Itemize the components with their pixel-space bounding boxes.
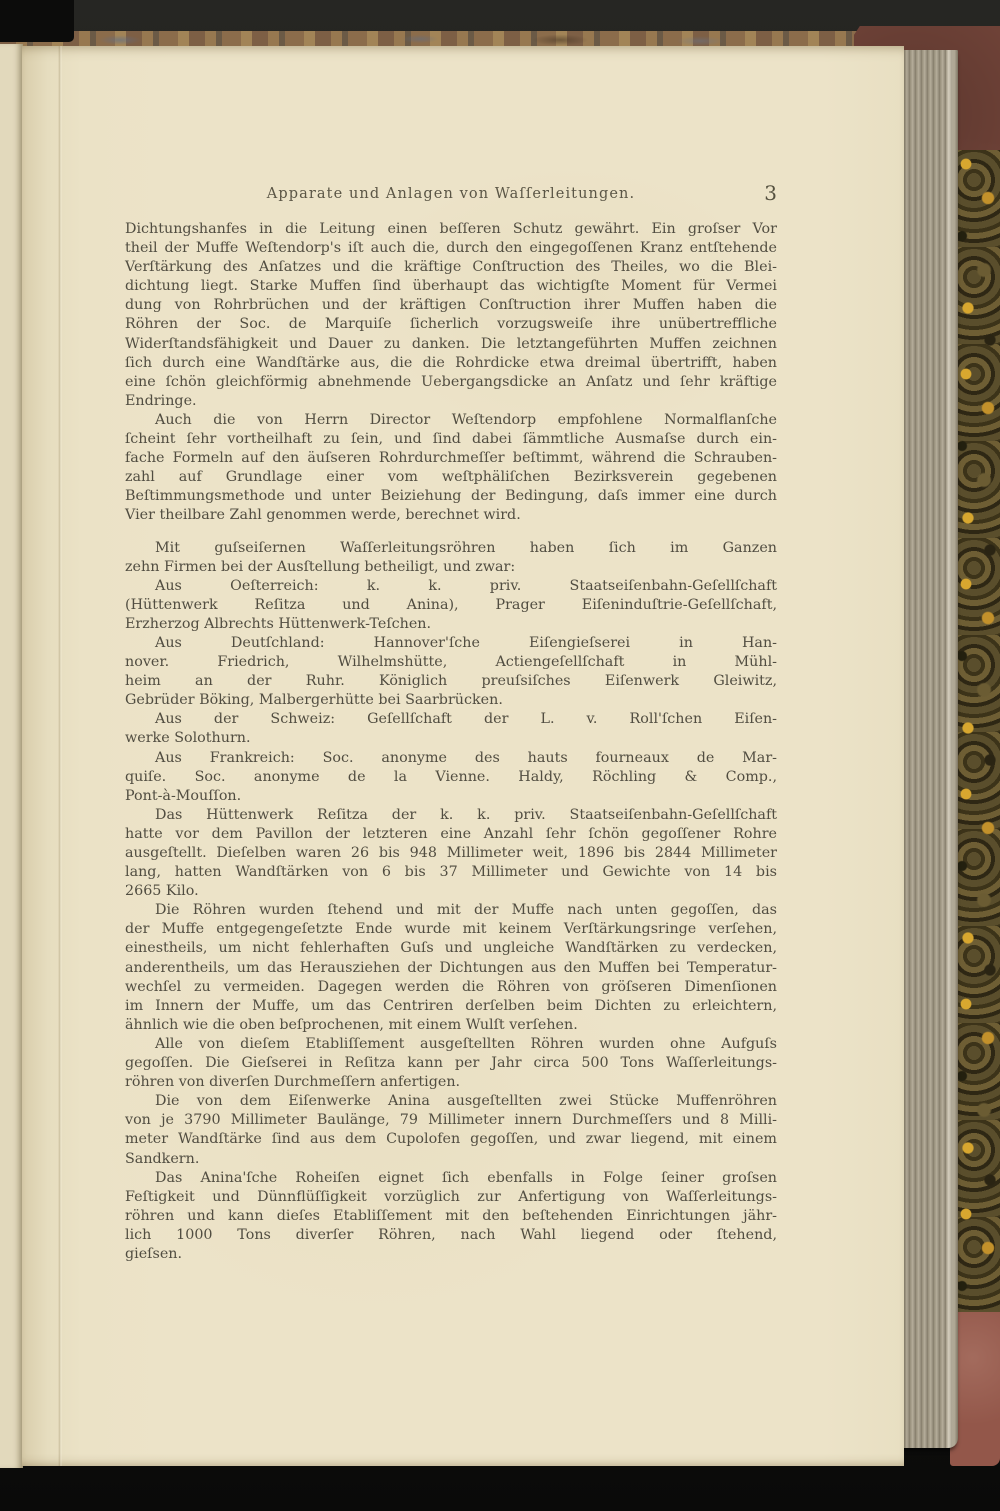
text-line: im Innern der Muffe, um das Centriren derſelben beim Dichten zu erleichtern,	[125, 997, 777, 1014]
text-line: Endringe.	[125, 392, 197, 409]
text-line: Widerſtandsfähigkeit und Dauer zu danken. Die letztangeführten Muffen zeichnen	[125, 335, 777, 352]
text-line: theil der Muffe Weſtendorp's iſt auch die, durch den eingegoſſenen Kranz entſtehende	[125, 240, 777, 257]
text-line: einestheils, um nicht fehlerhaften Guſs und ungleiche Wandſtärken zu verdecken,	[125, 940, 777, 957]
text-line: ſcheint ſehr vortheilhaft zu ſein, und ſind dabei ſämmtliche Ausmaſse durch ein-	[125, 431, 777, 448]
text-line: (Hüttenwerk Reſitza und Anina), Prager Eiſeninduſtrie-Geſellſchaft,	[125, 596, 777, 613]
paragraph	[125, 539, 777, 577]
text-line: wechſel zu vermeiden. Dagegen werden die Röhren von gröſseren Dimenſionen	[125, 978, 777, 995]
text-line: hatte vor dem Pavillon der letzteren eine Anzahl ſehr ſchön gegoſſener Rohre	[125, 825, 777, 842]
text-line: zehn Firmen bei der Ausſtellung betheiligt, und zwar:	[125, 558, 516, 575]
page-number: 3	[764, 181, 777, 205]
text-line: zahl auf Grundlage einer vom weſtphäliſchen Bezirksverein gegebenen	[125, 469, 777, 486]
text-line: ähnlich wie die oben beſprochenen, mit einem Wulſt verſehen.	[125, 1016, 578, 1033]
text-line: Alle von dieſem Etabliſſement ausgeſtellten Röhren wurden ohne Aufguſs	[155, 1035, 777, 1052]
text-line: gegoſſen. Die Gieſserei in Reſitza kann per Jahr circa 500 Tons Waſſerleitungs-	[125, 1055, 777, 1072]
page-body-text	[125, 220, 777, 1264]
text-line: der Muffe entgegengeſetzte Ende wurde mit keinem Verſtärkungsringe verſehen,	[125, 921, 777, 938]
text-line: Dichtungshanfes in die Leitung einen beſſeren Schutz gewährt. Ein groſser Vor	[125, 221, 777, 237]
text-line: Mit guſseiſernen Waſſerleitungsröhren haben ſich im Ganzen	[155, 539, 777, 556]
text-line: fache Formeln auf den äuſseren Rohrdurchmeſſer beſtimmt, während die Schrauben-	[125, 450, 777, 467]
underlying-page-edge-left	[0, 44, 23, 1468]
text-line: ſich durch eine Wandſtärke aus, die die Rohrdicke etwa dreimal übertrifft, haben	[125, 354, 777, 371]
text-line: ausgeſtellt. Dieſelben waren 26 bis 948 Millimeter weit, 1896 bis 2844 Millimeter	[125, 845, 777, 861]
paragraph	[125, 749, 777, 806]
text-line: von je 3790 Millimeter Baulänge, 79 Millimeter innern Durchmeſſers und 8 Milli-	[125, 1112, 777, 1129]
text-line: röhren von diverſen Durchmeſſern anfertigen.	[125, 1074, 461, 1091]
text-line: Gebrüder Böking, Malbergerhütte bei Saarbrücken.	[125, 692, 503, 709]
dark-object-top-left	[0, 0, 74, 42]
text-line: 2665 Kilo.	[125, 883, 199, 900]
text-line: Verſtärkung des Anſatzes und die kräftige Conſtruction des Theiles, wo die Blei-	[125, 259, 777, 276]
text-line: heim an der Ruhr. Königlich preuſsiſches Eiſenwerk Gleiwitz,	[125, 673, 777, 690]
text-line: Pont-à-Mouſſon.	[125, 787, 242, 804]
text-line: Das Anina'ſche Roheiſen eignet ſich ebenfalls in Folge ſeiner groſsen	[155, 1169, 777, 1186]
text-line: Sandkern.	[125, 1150, 200, 1167]
paragraph	[125, 710, 777, 748]
text-line: Das Hüttenwerk Reſitza der k. k. priv. Staatseiſenbahn-Geſellſchaft	[155, 806, 777, 823]
text-line: meter Wandſtärke ſind aus dem Cupolofen gegoſſen, und zwar liegend, mit einem	[125, 1131, 777, 1148]
text-line: dung von Rohrbrüchen und der kräftigen Conſtruction ihrer Muffen haben die	[125, 297, 777, 314]
text-line: röhren und kann dieſes Etabliſſement mit den beſtehenden Einrichtungen jähr-	[125, 1207, 777, 1224]
text-line: Beſtimmungsmethode und unter Beiziehung der Bedingung, daſs immer eine durch	[125, 488, 777, 505]
paragraph	[125, 220, 777, 411]
text-line: gieſsen.	[125, 1245, 183, 1262]
text-line: lang, hatten Wandſtärken von 6 bis 37 Millimeter und Gewichte von 14 bis	[125, 864, 777, 881]
running-header-title: Apparate und Anlagen von Waſſerleitungen.	[266, 186, 636, 202]
text-line: Vier theilbare Zahl genommen werde, berechnet wird.	[125, 507, 521, 524]
book-page	[22, 46, 904, 1466]
text-line: lich 1000 Tons diverſer Röhren, nach Wahl liegend oder ſtehend,	[125, 1226, 777, 1243]
text-line: eine ſchön gleichförmig abnehmende Uebergangsdicke an Anſatz und ſehr kräftige	[125, 373, 777, 390]
text-area	[125, 181, 777, 1264]
running-header	[125, 181, 777, 205]
text-line: Aus Oeſterreich: k. k. priv. Staatseiſenbahn-Geſellſchaft	[155, 577, 777, 594]
text-line: Aus Deutſchland: Hannover'ſche Eiſengieſserei in Han-	[155, 634, 777, 651]
text-line: anderentheils, um das Herausziehen der Dichtungen aus den Muffen bei Temperatur-	[125, 959, 777, 976]
paragraph	[125, 1092, 777, 1168]
text-line: Erzherzog Albrechts Hüttenwerk-Teſchen.	[125, 615, 432, 632]
paragraph	[125, 577, 777, 634]
text-line: Röhren der Soc. de Marquiſe ſicherlich vorzugsweiſe ihre unübertreffliche	[125, 316, 777, 333]
text-line: werke Solothurn.	[125, 730, 251, 747]
text-line: Aus der Schweiz: Geſellſchaft der L. v. Roll'ſchen Eiſen-	[155, 711, 777, 728]
text-line: dichtung liegt. Starke Muffen ſind überhaupt das wichtigſte Moment für Vermei	[125, 278, 777, 295]
text-line: nover. Friedrich, Wilhelmshütte, Actiengeſellſchaft in Mühl-	[125, 654, 777, 671]
text-line: Aus Frankreich: Soc. anonyme des hauts fourneaux de Mar-	[155, 749, 777, 766]
page-edges-stack	[901, 50, 958, 1448]
paragraph	[125, 1169, 777, 1264]
paragraph	[125, 411, 777, 526]
text-line: quiſe. Soc. anonyme de la Vienne. Haldy, Röchling & Comp.,	[125, 768, 777, 785]
paragraph	[125, 634, 777, 710]
paragraph	[125, 901, 777, 1035]
paragraph	[125, 1035, 777, 1092]
marbled-endpaper-right	[954, 150, 1000, 1340]
text-line: Die von dem Eiſenwerke Anina ausgeſtellten zwei Stücke Muffenröhren	[155, 1093, 777, 1110]
text-line: Auch die von Herrn Director Weſtendorp empfohlene Normalflanſche	[155, 411, 777, 428]
paragraph	[125, 806, 777, 901]
text-line: Die Röhren wurden ſtehend und mit der Muffe nach unten gegoſſen, das	[155, 902, 777, 919]
text-line: Feſtigkeit und Dünnflüſſigkeit vorzüglich zur Anfertigung von Waſſerleitungs-	[125, 1188, 777, 1205]
